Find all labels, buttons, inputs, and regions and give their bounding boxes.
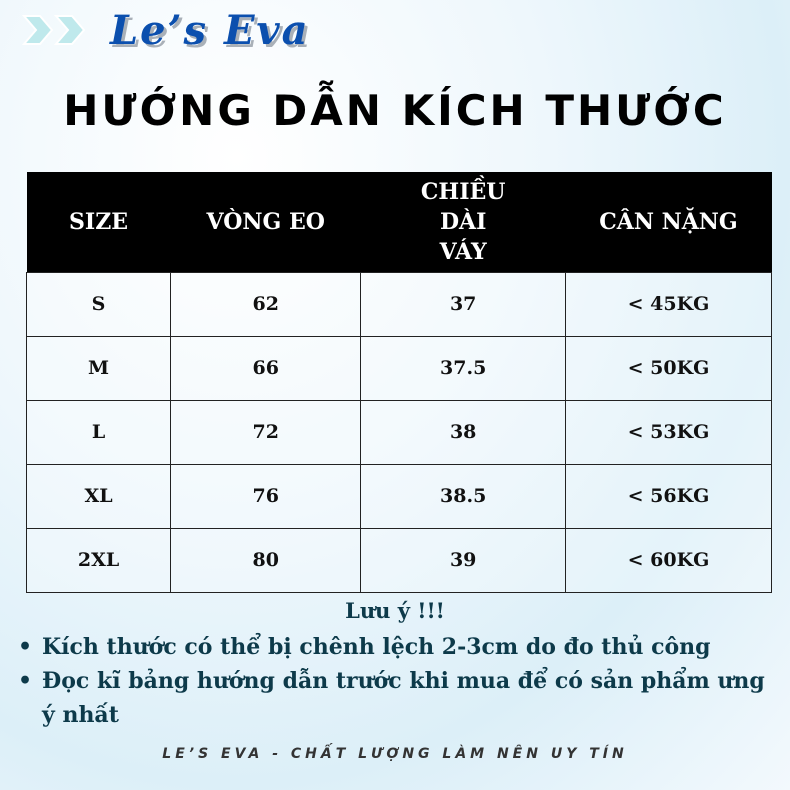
logo (20, 4, 310, 56)
column-header: CHIỀU DÀI VÁY (361, 172, 566, 272)
column-header: SIZE (27, 172, 171, 272)
note-list (18, 630, 778, 732)
table-cell: < 60KG (565, 528, 771, 592)
table-cell: < 53KG (565, 400, 771, 464)
table-cell: 38.5 (361, 464, 566, 528)
note-item: • Kích thước có thể bị chênh lệch 2-3cm do đo thủ công (18, 630, 778, 664)
table-cell: < 45KG (565, 272, 771, 336)
table-row (27, 528, 772, 592)
note-item: • Đọc kĩ bảng hướng dẫn trước khi mua để có sản phẩm ưng ý nhất (18, 664, 778, 732)
table-cell: 66 (171, 336, 361, 400)
table-cell: 76 (171, 464, 361, 528)
table-cell: XL (27, 464, 171, 528)
note-title: Lưu ý !!! (345, 598, 445, 623)
brand-name: Le’s Eva (110, 6, 310, 54)
chevron-right-icon (52, 12, 90, 48)
table-row (27, 464, 772, 528)
table-cell: 72 (171, 400, 361, 464)
table-cell: 39 (361, 528, 566, 592)
table-cell: 37 (361, 272, 566, 336)
table-cell: < 56KG (565, 464, 771, 528)
table-row (27, 272, 772, 336)
table-cell: 62 (171, 272, 361, 336)
table-cell: 38 (361, 400, 566, 464)
table-row (27, 400, 772, 464)
column-header: VÒNG EO (171, 172, 361, 272)
column-header: CÂN NẶNG (565, 172, 771, 272)
footer-slogan: LE’S EVA - CHẤT LƯỢNG LÀM NÊN UY TÍN (162, 746, 628, 762)
table-cell: 80 (171, 528, 361, 592)
table-cell: S (27, 272, 171, 336)
table-cell: M (27, 336, 171, 400)
table-cell: 2XL (27, 528, 171, 592)
table-cell: 37.5 (361, 336, 566, 400)
table-cell: L (27, 400, 171, 464)
size-table (26, 172, 772, 593)
page-title: HƯỚNG DẪN KÍCH THƯỚC (63, 86, 727, 135)
table-cell: < 50KG (565, 336, 771, 400)
table-row (27, 336, 772, 400)
